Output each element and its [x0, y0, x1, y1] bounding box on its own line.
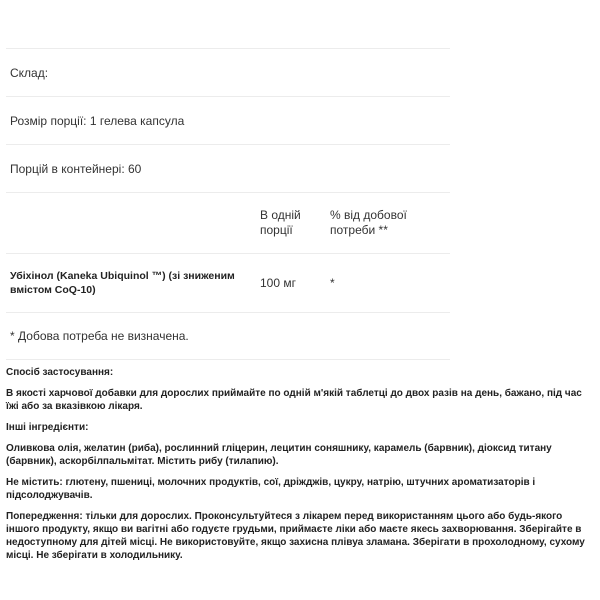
footnote: * Добова потреба не визначена.: [10, 329, 189, 343]
other-ingredients-title: Інші інгредієнти:: [6, 422, 89, 433]
other-ingredients-body: Оливкова олія, желатин (риба), рослинний гліцерин, лецитин соняшнику, карамель (барвник), діоксид титану (барвник), аскорбілпальмітат. Містить рибу (тилапию).: [6, 443, 552, 467]
product-description: [6, 366, 594, 570]
ingredient-amount: 100 мг: [260, 275, 296, 290]
composition-row: [6, 48, 450, 96]
header-daily-value: % від добової потреби **: [330, 208, 407, 237]
servings-per-container-row: [6, 144, 450, 192]
table-row: [6, 253, 450, 312]
composition-label: Склад:: [10, 65, 49, 80]
free-of: Не містить: глютену, пшениці, молочних продуктів, сої, дріжджів, цукру, натрію, штучних ароматизаторів і підсолоджувачів.: [6, 477, 536, 501]
usage-body: В якості харчової добавки для дорослих приймайте по одній м'якій таблетці до двох разів на день, бажано, під час їжі або за вказівкою лікаря.: [6, 388, 582, 412]
serving-size: Розмір порції: 1 гелева капсула: [10, 113, 185, 128]
servings-per-container: Порцій в контейнері: 60: [10, 161, 142, 176]
table-header: [6, 192, 450, 253]
footnote-row: [6, 312, 450, 360]
ingredient-daily-value: *: [330, 275, 335, 290]
warning: Попередження: тільки для дорослих. Проконсультуйтеся з лікарем перед використанням цього або будь-якого іншого продукту, якщо ви вагітні або годуєте грудьми, приймаєте ліки або маєте якесь захворювання. Зберігайте в недоступному для дітей місці. Не використовуйте, якщо захисна плівуа зламана. Зберігати в прохолодному, сухому місці. Не зберігати в холодильнику.: [6, 511, 585, 561]
header-per-serving: В одній порції: [260, 208, 301, 237]
supplement-facts: [6, 48, 450, 360]
ingredient-name: Убіхінол (Kaneka Ubiquinol ™) (зі зниженим вмістом CoQ-10): [10, 270, 235, 296]
usage-title: Спосіб застосування:: [6, 367, 114, 378]
serving-size-row: [6, 96, 450, 144]
